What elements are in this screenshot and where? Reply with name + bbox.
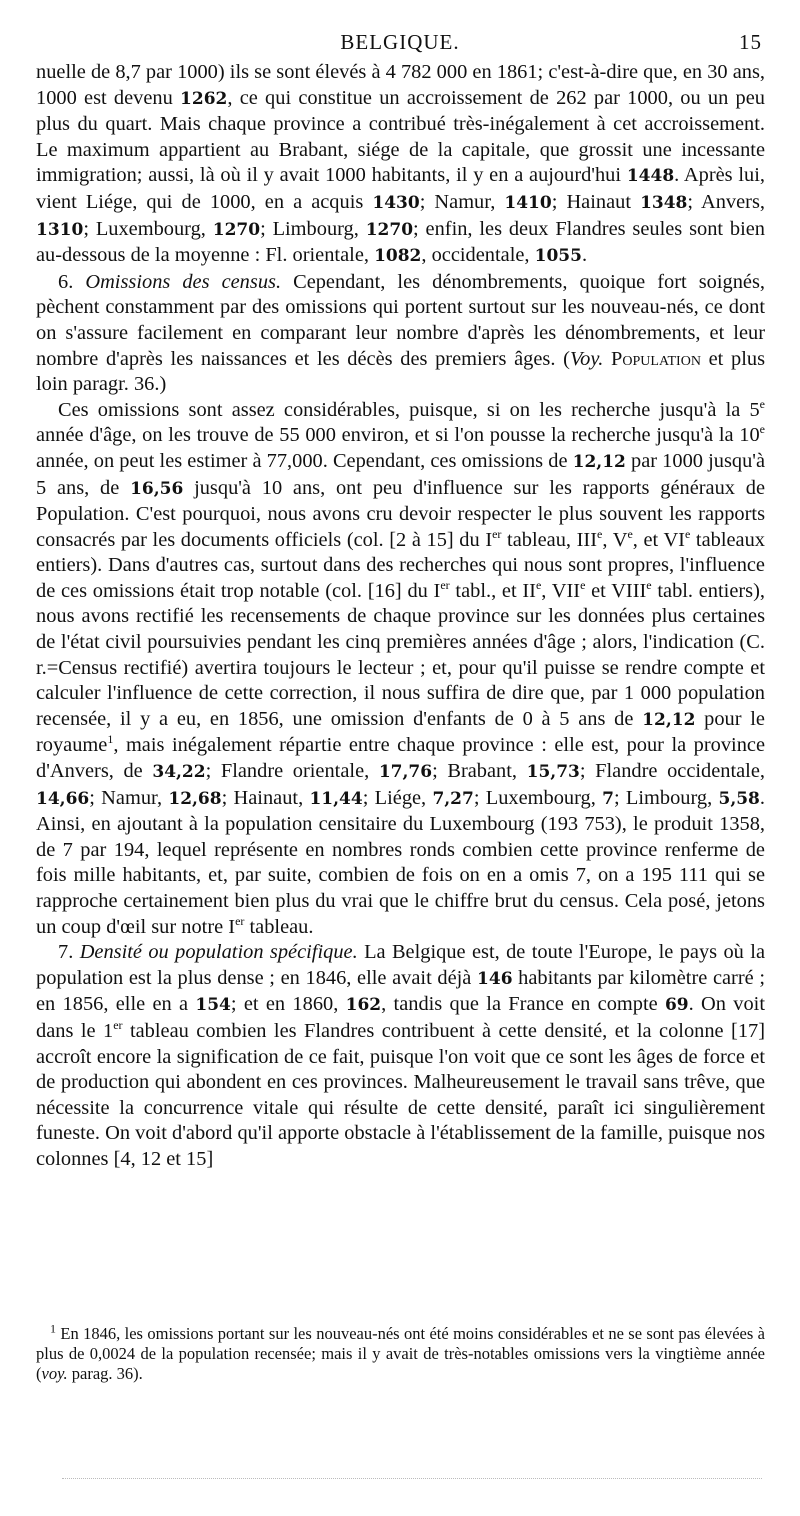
- bold-figure: 162: [345, 995, 382, 1016]
- bold-figure: 146: [477, 968, 513, 989]
- superscript: er: [113, 1018, 123, 1033]
- bold-figure: 1348: [640, 192, 688, 213]
- bold-figure: 17,76: [378, 762, 433, 783]
- bold-figure: 1448: [626, 166, 675, 187]
- text-run: et plus loin paragr. 36.): [36, 347, 766, 396]
- text-run: 6.: [58, 270, 86, 293]
- text-run: .: [581, 244, 588, 267]
- text-run: ; Luxembourg,: [83, 217, 213, 240]
- superscript: e: [535, 578, 542, 593]
- italic-text: Densité ou population spécifique.: [79, 941, 358, 964]
- text-run: pour le royaume: [36, 707, 765, 757]
- bold-figure: 1055: [534, 246, 582, 267]
- superscript: e: [597, 526, 603, 541]
- superscript: e: [684, 526, 691, 541]
- bold-figure: 1082: [374, 246, 422, 267]
- text-run: . On voit dans le 1: [36, 993, 765, 1042]
- paragraph-omissions-census: [36, 270, 765, 398]
- text-run: ; Flandre occidentale,: [579, 760, 765, 783]
- text-run: tableaux entiers). Dans d'autres cas, surtout dans des recherches qui nous sont propres, l'influence de ces omissions était trop notable (col. [16] du I: [36, 528, 765, 602]
- italic-text: Omissions des census.: [85, 270, 282, 293]
- text-run: , VII: [541, 579, 581, 602]
- superscript: e: [646, 578, 652, 593]
- bold-figure: 1410: [504, 192, 552, 213]
- italic-text: Voy.: [569, 347, 604, 370]
- text-run: tableau combien les Flandres contribuent à cette densité, et la colonne [17] accroît encore la signification de ce fait, puisque l'on voit que ce sont les âges de force et de production qui abondent en ces provinces. Malheureusement le travail sans trêve, que nécessite la concurrence vitale qui résulte de cette densité, paraît ici singulièrement funeste. On voit d'abord qu'il apporte obstacle à l'établissement de la famille, puisque nos colonnes [4, 12 et 15]: [36, 1019, 766, 1170]
- superscript: er: [440, 578, 450, 593]
- text-run: ; Limbourg,: [260, 217, 366, 240]
- text-run: ; Liége,: [362, 786, 433, 809]
- bold-figure: 11,44: [309, 788, 363, 809]
- text-run: ; Flandre orientale,: [205, 760, 379, 783]
- paragraph-continuation: [36, 60, 765, 270]
- text-run: ; enfin, les deux Flandres seules sont bien au-dessous de la moyenne : Fl. orientale,: [36, 217, 766, 267]
- text-run: tabl., et II: [449, 579, 536, 602]
- bold-figure: 12,12: [642, 709, 696, 730]
- text-run: ; Brabant,: [432, 760, 527, 783]
- bold-figure: 7: [602, 788, 614, 809]
- superscript: er: [492, 526, 502, 541]
- text-run: ; Luxembourg,: [473, 786, 603, 809]
- running-header: [34, 30, 766, 56]
- text-run: La Belgique est, de toute l'Europe, le pays où la population est la plus dense ; en 1846, elle avait déjà: [36, 941, 765, 989]
- text-run: ; Namur,: [419, 190, 505, 213]
- body-text: [36, 60, 765, 1173]
- bold-figure: 14,66: [36, 788, 90, 809]
- bold-figure: 1270: [365, 219, 414, 240]
- text-run: parag. 36).: [67, 1364, 143, 1383]
- text-run: et VIII: [585, 579, 647, 602]
- text-run: , mais inégalement répartie entre chaque province : elle est, pour la province d'Anvers, de: [36, 734, 765, 783]
- text-run: tableau, III: [501, 528, 598, 551]
- bold-figure: 16,56: [130, 478, 184, 499]
- text-run: , occidentale,: [421, 244, 535, 267]
- superscript: e: [627, 526, 633, 541]
- footnote-text: [36, 1321, 765, 1384]
- bold-figure: 1310: [36, 219, 84, 240]
- bottom-rule: [62, 1478, 762, 1481]
- text-run: ; Hainaut: [551, 190, 641, 213]
- text-run: ; Hainaut,: [221, 786, 310, 809]
- text-run: Cependant, les dénombrements, quoique fort soignés, pèchent constamment par des omissions qui portent surtout sur les nouveau-nés, ce dont on s'assure facilement en comparant leur nombre d'après les dénombrements, et leur nombre d'après les naissances et les décès des premiers âges. (: [36, 270, 765, 370]
- bold-figure: 5,58: [718, 788, 760, 809]
- text-run: ; et en 1860,: [230, 993, 346, 1016]
- text-run: par 1000 jusqu'à 5 ans, de: [36, 449, 765, 499]
- bold-figure: 12,68: [168, 788, 222, 809]
- bold-figure: 34,22: [152, 762, 206, 783]
- bold-figure: 1262: [180, 88, 228, 109]
- superscript: 1: [50, 1321, 56, 1336]
- bold-figure: 7,27: [432, 788, 474, 809]
- bold-figure: 1270: [212, 219, 261, 240]
- superscript: e: [759, 422, 765, 437]
- text-run: année d'âge, on les trouve de 55 000 environ, et si l'on pousse la recherche jusqu'à la 10: [36, 424, 760, 447]
- text-run: , et VI: [632, 528, 685, 551]
- superscript: er: [235, 913, 245, 928]
- text-run: Population: [611, 347, 701, 370]
- footnote: [36, 1321, 765, 1384]
- text-run: ; Anvers,: [687, 190, 765, 213]
- text-run: jusqu'à 10 ans, ont peu d'influence sur les rapports généraux de Population. C'est pourquoi, nous avons cru devoir respecter le plus souvent les rapports consacrés par les documents officiels (col. [2 à 15] du I: [36, 476, 766, 551]
- bold-figure: 1430: [372, 192, 420, 213]
- paragraph-omissions-details: [36, 398, 765, 940]
- text-run: , tandis que la France en compte: [381, 993, 665, 1016]
- text-run: [603, 348, 611, 370]
- text-run: , ce qui constitue un accroissement de 262 par 1000, ou un peu plus du quart. Mais chaque province a contribué très-inégalement à cet accroissement. Le maximum appartient au Brabant, siége de la capitale, que grossit une incessante immigration; aussi, là où il y avait 1000 habitants, il y en a aujourd'hui: [36, 86, 765, 187]
- bold-figure: 69: [664, 995, 689, 1016]
- superscript: e: [580, 578, 586, 593]
- text-run: tabl. entiers), nous avons rectifié les recensements de chaque province sur les données plus certaines de l'état civil poursuivies pendant les cinq premières années d'âge ; alors, l'indication (C. r.=Census rectifié) avertira toujours le lecteur ; et, pour qu'il puisse se rendre compte et calculer l'influence de cette correction, il nous suffira de dire que, par 1 000 population recensée, il y a eu, en 1856, une omission d'enfants de 0 à 5 ans de: [36, 579, 766, 730]
- bold-figure: 15,73: [526, 762, 580, 783]
- running-title: BELGIQUE.: [340, 30, 460, 54]
- paragraph-densite: [36, 940, 765, 1172]
- text-run: 7.: [58, 941, 80, 964]
- page-number: 15: [739, 30, 762, 54]
- superscript: e: [759, 396, 765, 411]
- text-run: ; Limbourg,: [613, 786, 719, 809]
- bold-figure: 154: [195, 995, 231, 1016]
- text-run: En 1846, les omissions portant sur les nouveau-nés ont été moins considérables et ne se sont pas élevées à plus de 0,0024 de la population recensée; mais il y avait de très-notables omissions vers la vingtième année (: [36, 1324, 765, 1383]
- text-run: Ces omissions sont assez considérables, puisque, si on les recherche jusqu'à la 5: [58, 398, 760, 421]
- superscript: 1: [107, 732, 114, 747]
- text-run: nuelle de 8,7 par 1000) ils se sont élevés à 4 782 000 en 1861; c'est-à-dire que, en 30 ans, 1000 est devenu: [36, 61, 765, 109]
- text-run: habitants par kilomètre carré ; en 1856, elle en a: [36, 966, 765, 1016]
- text-run: . Après lui, vient Liége, qui de 1000, en a acquis: [36, 164, 766, 213]
- text-run: , V: [602, 528, 628, 551]
- text-run: année, on peut les estimer à 77,000. Cependant, ces omissions de: [36, 449, 573, 472]
- text-run: . Ainsi, en ajoutant à la population censitaire du Luxembourg (193 753), le produit 1358, de 7 par 194, lequel représente en nombres ronds combien cette province renferme de fois mille habitants, et, par suite, combien de fois on en a omis 7, on a 195 111 qui se rapproche certainement bien plus du vrai que le chiffre brut du census. Cela posé, jetons un coup d'œil sur notre I: [36, 786, 765, 938]
- bold-figure: 12,12: [572, 451, 626, 472]
- italic-text: voy.: [41, 1364, 68, 1383]
- text-run: ; Namur,: [89, 786, 169, 809]
- text-run: tableau.: [244, 915, 314, 938]
